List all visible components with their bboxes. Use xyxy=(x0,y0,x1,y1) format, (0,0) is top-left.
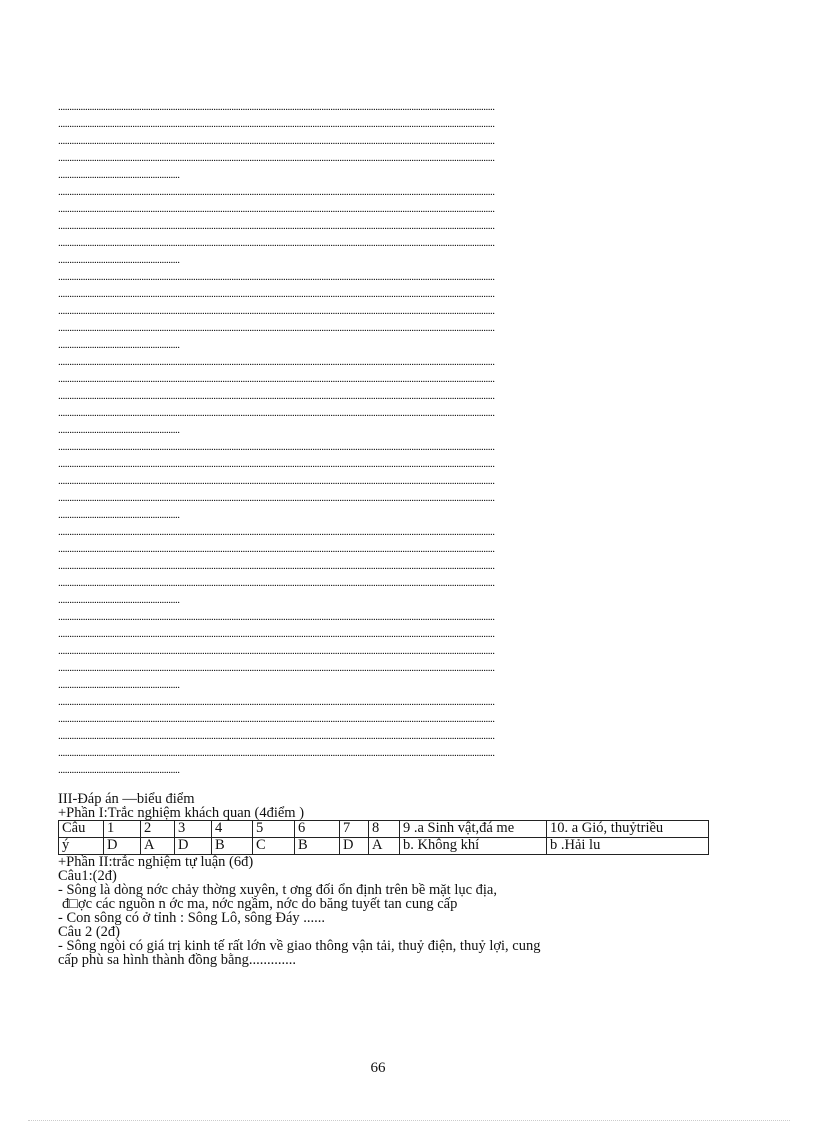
dotted-line: .................................................................................................................................................................................................. xyxy=(58,305,495,317)
dotted-line: .................................................................................................................................................................................................. xyxy=(58,220,495,232)
dotted-line: .................................................................................................................................................................................................. xyxy=(58,271,495,283)
dotted-line: .................................................................................................................................................................................................. xyxy=(58,713,495,725)
dotted-line-short: ...................................................... xyxy=(58,339,180,351)
table-cell: 7 xyxy=(340,821,369,838)
q2-title: Câu 2 (2đ) xyxy=(58,924,121,940)
dotted-line: .................................................................................................................................................................................................. xyxy=(58,475,495,487)
q1-line2: đ□ợc các nguồn n ớc ma, nớc ngầm, nớc do băng tuyết tan cung cấp xyxy=(62,896,458,912)
table-cell: 2 xyxy=(141,821,175,838)
dotted-line: .................................................................................................................................................................................................. xyxy=(58,560,495,572)
dotted-line-short: ...................................................... xyxy=(58,424,180,436)
dotted-line: .................................................................................................................................................................................................. xyxy=(58,101,495,113)
table-cell: b. Không khí xyxy=(400,838,547,855)
q1-title: Câu1:(2đ) xyxy=(58,868,117,884)
dotted-lines xyxy=(58,100,698,780)
table-cell: ý xyxy=(59,838,104,855)
dotted-line: .................................................................................................................................................................................................. xyxy=(58,186,495,198)
dotted-line: .................................................................................................................................................................................................. xyxy=(58,543,495,555)
dotted-line: .................................................................................................................................................................................................. xyxy=(58,645,495,657)
table-cell: 9 .a Sinh vật,đá me xyxy=(400,821,547,838)
dotted-line-short: ...................................................... xyxy=(58,169,180,181)
dotted-line-short: ...................................................... xyxy=(58,594,180,606)
table-cell: 3 xyxy=(175,821,212,838)
q2-line1: - Sông ngòi có giá trị kinh tế rất lớn về giao thông vận tải, thuỷ điện, thuỷ lợi, cung xyxy=(58,938,541,954)
dotted-line: .................................................................................................................................................................................................. xyxy=(58,662,495,674)
dotted-line: .................................................................................................................................................................................................. xyxy=(58,628,495,640)
dotted-line: .................................................................................................................................................................................................. xyxy=(58,526,495,538)
dotted-lines-area xyxy=(58,100,698,780)
answer-table xyxy=(58,820,709,855)
part2-title: +Phần II:trắc nghiệm tự luận (6đ) xyxy=(58,854,254,870)
answer-table-header-row xyxy=(59,821,709,838)
dotted-line: .................................................................................................................................................................................................. xyxy=(58,747,495,759)
table-cell: A xyxy=(141,838,175,855)
dotted-line: .................................................................................................................................................................................................. xyxy=(58,135,495,147)
dotted-line: .................................................................................................................................................................................................. xyxy=(58,577,495,589)
table-cell: B xyxy=(212,838,253,855)
table-cell: 4 xyxy=(212,821,253,838)
part1-title: +Phần I:Trắc nghiệm khách quan (4điểm ) xyxy=(58,805,305,821)
q1-line3: - Con sông có ở tỉnh : Sông Lô, sông Đáy ...... xyxy=(58,910,326,926)
table-cell: 10. a Gió, thuỷtriều xyxy=(547,821,709,838)
dotted-line: .................................................................................................................................................................................................. xyxy=(58,373,495,385)
table-cell: B xyxy=(295,838,340,855)
table-cell: C xyxy=(253,838,295,855)
dotted-line-short: ...................................................... xyxy=(58,679,180,691)
dotted-line: .................................................................................................................................................................................................. xyxy=(58,118,495,130)
table-cell: 1 xyxy=(104,821,141,838)
answer-key-section xyxy=(58,792,718,967)
table-cell: 6 xyxy=(295,821,340,838)
dotted-line: .................................................................................................................................................................................................. xyxy=(58,458,495,470)
dotted-line: .................................................................................................................................................................................................. xyxy=(58,730,495,742)
table-cell: b .Hải lu xyxy=(547,838,709,855)
answer-table-row xyxy=(59,838,709,855)
q1-line1: - Sông là dòng nớc chảy thờng xuyên, t ơng đối ổn định trên bề mặt lục địa, xyxy=(58,882,497,898)
dotted-line-short: ...................................................... xyxy=(58,509,180,521)
dotted-line-short: ...................................................... xyxy=(58,254,180,266)
dotted-line: .................................................................................................................................................................................................. xyxy=(58,696,495,708)
table-cell: D xyxy=(104,838,141,855)
table-cell: D xyxy=(340,838,369,855)
page-number: 66 xyxy=(370,1060,386,1076)
answer-heading: III-Đáp án —biểu điểm xyxy=(58,791,195,807)
dotted-line: .................................................................................................................................................................................................. xyxy=(58,356,495,368)
dotted-line: .................................................................................................................................................................................................. xyxy=(58,492,495,504)
dotted-line: .................................................................................................................................................................................................. xyxy=(58,152,495,164)
dotted-line-short: ...................................................... xyxy=(58,764,180,776)
table-cell: 8 xyxy=(369,821,400,838)
dotted-line: .................................................................................................................................................................................................. xyxy=(58,288,495,300)
table-cell: Câu xyxy=(59,821,104,838)
dotted-line: .................................................................................................................................................................................................. xyxy=(58,203,495,215)
dotted-line: .................................................................................................................................................................................................. xyxy=(58,390,495,402)
bottom-divider xyxy=(28,1120,790,1121)
dotted-line: .................................................................................................................................................................................................. xyxy=(58,322,495,334)
table-cell: D xyxy=(175,838,212,855)
dotted-line: .................................................................................................................................................................................................. xyxy=(58,237,495,249)
table-cell: A xyxy=(369,838,400,855)
dotted-line: .................................................................................................................................................................................................. xyxy=(58,407,495,419)
table-cell: 5 xyxy=(253,821,295,838)
q2-line2: cấp phù sa hình thành đồng bằng............. xyxy=(58,952,297,968)
dotted-line: .................................................................................................................................................................................................. xyxy=(58,611,495,623)
dotted-line: .................................................................................................................................................................................................. xyxy=(58,441,495,453)
